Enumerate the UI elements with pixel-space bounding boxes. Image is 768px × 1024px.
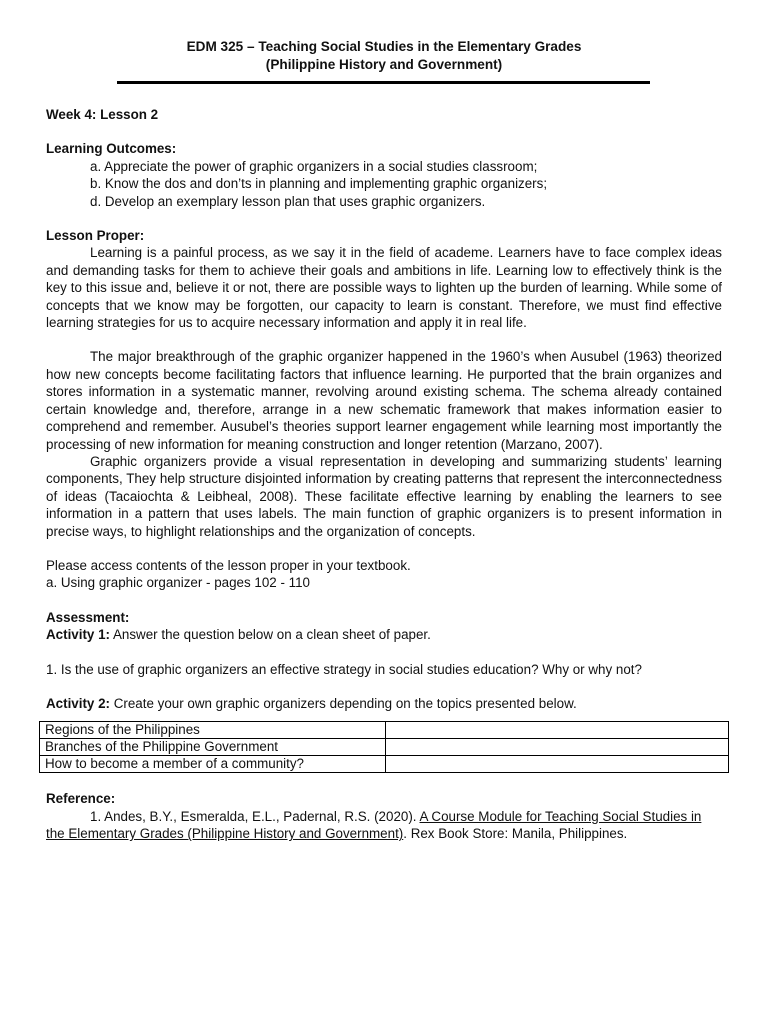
outcome-item: b. Know the dos and don’ts in planning and implementing graphic organizers; [90, 176, 548, 192]
activity-1 [46, 626, 722, 643]
empty-answer-cell [386, 756, 729, 773]
activity-1-text: Answer the question below on a clean sheet of paper. [110, 627, 431, 643]
course-title: EDM 325 – Teaching Social Studies in the Elementary Grades [186, 39, 582, 54]
activity-2 [46, 695, 722, 712]
lesson-paragraph: The major breakthrough of the graphic organizer happened in the 1960’s when Ausubel (1963) theorized how new concepts become facilitating factors that influence learning. He purported that the brain organizes and stores information in a systematic manner, revolving around existing schema. The schema already contained certain knowledge and, therefore, arrange in a new schematic framework that makes information easier to comprehend and remember. Ausubel’s theories support learner engagement while learning most importantly the processing of new information for meaning construction and longer retention (Marzano, 2007). [46, 349, 722, 452]
textbook-access-note: Please access contents of the lesson proper in your textbook. [46, 557, 411, 573]
topic-cell: How to become a member of a community? [40, 756, 386, 773]
outcome-item: a. Appreciate the power of graphic organizers in a social studies classroom; [90, 158, 538, 174]
document-body [46, 106, 722, 843]
topics-table [39, 721, 729, 773]
outcome-item: d. Develop an exemplary lesson plan that uses graphic organizers. [90, 193, 486, 209]
table-row [40, 722, 729, 739]
learning-outcomes-list [46, 158, 722, 210]
empty-answer-cell [386, 739, 729, 756]
week-title: Week 4: Lesson 2 [46, 107, 159, 122]
activity-2-text: Create your own graphic organizers depending on the topics presented below. [110, 695, 577, 711]
topic-cell: Regions of the Philippines [40, 722, 386, 739]
reference-heading: Reference: [46, 791, 116, 807]
empty-answer-cell [386, 722, 729, 739]
lesson-proper-heading: Lesson Proper: [46, 228, 145, 244]
reference-publisher: . Rex Book Store: Manila, Philippines. [403, 826, 628, 842]
learning-outcomes-heading: Learning Outcomes: [46, 141, 177, 157]
table-row [40, 756, 729, 773]
textbook-pages: a. Using graphic organizer - pages 102 - 110 [46, 575, 311, 591]
lesson-paragraph: Learning is a painful process, as we say it in the field of academe. Learners have to face complex ideas and demanding tasks for them to achieve their goals and ambitions in life. Learning low to effectively think is the key to this issue and, believe it or not, there are possible ways to lighten up the burden of learning. While some of concepts that we know may be forgotten, our capacity to learn is constant. Therefore, we must find effective learning strategies for us to acquire necessary information and apply it in real life. [46, 245, 722, 331]
lesson-paragraph: Graphic organizers provide a visual representation in developing and summarizing students’ learning components, They help structure disjointed information by creating patterns that represent the interconnectedness of ideas (Tacaiochta & Leibheal, 2008). These facilitate effective learning by enabling the learners to see information in a pattern that uses labels. The main function of graphic organizers is to present information in precise ways, to highlight relationships and the organization of concepts. [46, 453, 722, 539]
topic-cell: Branches of the Philippine Government [40, 739, 386, 756]
table-row [40, 739, 729, 756]
header-divider [117, 81, 650, 84]
reference-title: A Course Module for Teaching Social Studies in the Elementary Grades (Philippine History and Government) [46, 808, 702, 842]
reference-authors: 1. Andes, B.Y., Esmeralda, E.L., Padernal, R.S. (2020). [90, 808, 420, 824]
activity-1-question: 1. Is the use of graphic organizers an effective strategy in social studies education? Why or why not? [46, 661, 642, 677]
reference-entry [46, 808, 722, 843]
course-subtitle: (Philippine History and Government) [265, 57, 503, 72]
assessment-heading: Assessment: [46, 609, 130, 625]
activity-1-label: Activity 1: [46, 627, 110, 643]
document-header [0, 38, 768, 74]
activity-2-label: Activity 2: [46, 695, 110, 711]
